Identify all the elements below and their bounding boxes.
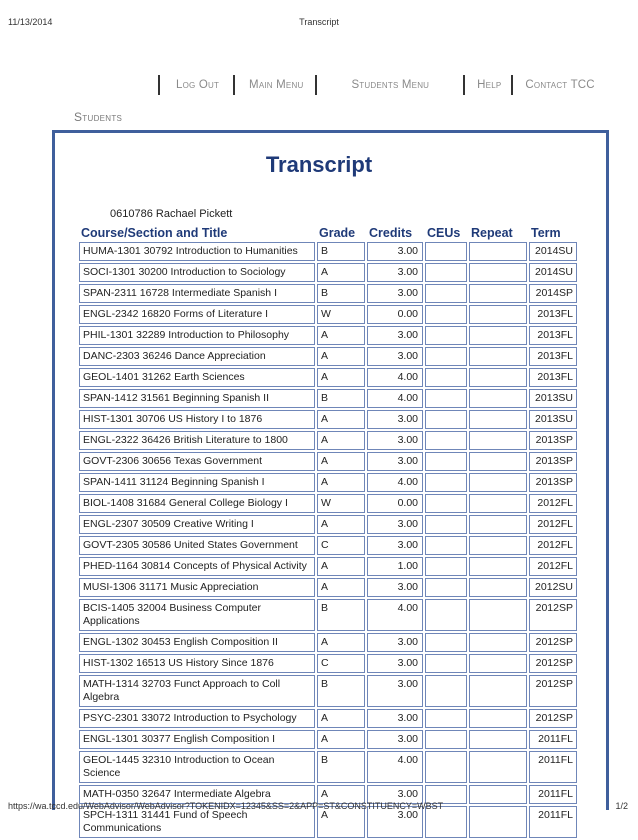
repeat-cell — [469, 806, 527, 838]
term-cell: 2012FL — [529, 515, 577, 534]
repeat-cell — [469, 494, 527, 513]
ceus-cell — [425, 515, 467, 534]
table-row — [79, 654, 577, 673]
ceus-cell — [425, 263, 467, 282]
repeat-cell — [469, 709, 527, 728]
course-cell: SPAN-1412 31561 Beginning Spanish II — [79, 389, 315, 408]
credits-cell: 3.00 — [367, 578, 423, 597]
course-cell: SPAN-2311 16728 Intermediate Spanish I — [79, 284, 315, 303]
course-cell: ENGL-2307 30509 Creative Writing I — [79, 515, 315, 534]
term-cell: 2012SP — [529, 709, 577, 728]
grade-cell: B — [317, 242, 365, 261]
column-header-grade: Grade — [319, 226, 356, 240]
table-row — [79, 326, 577, 345]
ceus-cell — [425, 410, 467, 429]
credits-cell: 3.00 — [367, 633, 423, 652]
table-row — [79, 284, 577, 303]
course-cell: GEOL-1401 31262 Earth Sciences — [79, 368, 315, 387]
term-cell: 2013SP — [529, 431, 577, 450]
ceus-cell — [425, 368, 467, 387]
credits-cell: 0.00 — [367, 305, 423, 324]
grade-cell: A — [317, 709, 365, 728]
course-cell: MUSI-1306 31171 Music Appreciation — [79, 578, 315, 597]
table-header-row — [79, 225, 577, 240]
logout-link[interactable]: Log Out — [176, 79, 220, 91]
credits-cell: 3.00 — [367, 536, 423, 555]
credits-cell: 3.00 — [367, 730, 423, 749]
term-cell: 2013SP — [529, 473, 577, 492]
term-cell: 2012SP — [529, 599, 577, 631]
repeat-cell — [469, 654, 527, 673]
course-cell: PHED-1164 30814 Concepts of Physical Activity — [79, 557, 315, 576]
table-row — [79, 730, 577, 749]
course-cell: PSYC-2301 33072 Introduction to Psychology — [79, 709, 315, 728]
column-header-repeat: Repeat — [471, 226, 513, 240]
course-cell: HUMA-1301 30792 Introduction to Humanities — [79, 242, 315, 261]
table-row — [79, 431, 577, 450]
table-row — [79, 536, 577, 555]
term-cell: 2012SP — [529, 654, 577, 673]
credits-cell: 3.00 — [367, 242, 423, 261]
column-header-ceus: CEUs — [427, 226, 461, 240]
grade-cell: A — [317, 431, 365, 450]
help-link[interactable]: Help — [477, 79, 502, 91]
repeat-cell — [469, 410, 527, 429]
ceus-cell — [425, 431, 467, 450]
table-row — [79, 305, 577, 324]
course-cell: SOCI-1301 30200 Introduction to Sociology — [79, 263, 315, 282]
grade-cell: A — [317, 633, 365, 652]
credits-cell: 3.00 — [367, 284, 423, 303]
grade-cell: A — [317, 326, 365, 345]
term-cell: 2013FL — [529, 368, 577, 387]
repeat-cell — [469, 557, 527, 576]
term-cell: 2013SU — [529, 389, 577, 408]
grade-cell: B — [317, 284, 365, 303]
repeat-cell — [469, 599, 527, 631]
repeat-cell — [469, 751, 527, 783]
ceus-cell — [425, 633, 467, 652]
course-cell: MATH-1314 32703 Funct Approach to Coll Algebra — [79, 675, 315, 707]
grade-cell: A — [317, 730, 365, 749]
term-cell: 2014SP — [529, 284, 577, 303]
repeat-cell — [469, 431, 527, 450]
repeat-cell — [469, 452, 527, 471]
ceus-cell — [425, 675, 467, 707]
grade-cell: A — [317, 785, 365, 804]
ceus-cell — [425, 730, 467, 749]
course-cell: ENGL-2342 16820 Forms of Literature I — [79, 305, 315, 324]
repeat-cell — [469, 633, 527, 652]
course-cell: GOVT-2305 30586 United States Government — [79, 536, 315, 555]
credits-cell: 4.00 — [367, 473, 423, 492]
term-cell: 2012FL — [529, 557, 577, 576]
table-row — [79, 347, 577, 366]
term-cell: 2013FL — [529, 305, 577, 324]
grade-cell: A — [317, 263, 365, 282]
print-url: https://wa.tccd.edu/WebAdvisor/WebAdvisor?TOKENIDX=12345&SS=2&APP=ST&CONSTITUENCY=WBST — [8, 801, 444, 811]
grade-cell: A — [317, 557, 365, 576]
grade-cell: A — [317, 410, 365, 429]
table-row — [79, 368, 577, 387]
table-row — [79, 452, 577, 471]
grade-cell: A — [317, 578, 365, 597]
credits-cell: 1.00 — [367, 557, 423, 576]
grade-cell: B — [317, 675, 365, 707]
page-title: Transcript — [265, 152, 373, 177]
repeat-cell — [469, 284, 527, 303]
table-row — [79, 410, 577, 429]
repeat-cell — [469, 368, 527, 387]
credits-cell: 3.00 — [367, 326, 423, 345]
repeat-cell — [469, 347, 527, 366]
credits-cell: 4.00 — [367, 599, 423, 631]
credits-cell: 3.00 — [367, 263, 423, 282]
grade-cell: C — [317, 654, 365, 673]
course-cell: PHIL-1301 32289 Introduction to Philosophy — [79, 326, 315, 345]
section-label: Students — [74, 110, 123, 124]
ceus-cell — [425, 709, 467, 728]
credits-cell: 3.00 — [367, 806, 423, 838]
term-cell: 2013FL — [529, 326, 577, 345]
term-cell: 2012SP — [529, 633, 577, 652]
grade-cell: B — [317, 751, 365, 783]
term-cell: 2012FL — [529, 494, 577, 513]
grade-cell: A — [317, 452, 365, 471]
repeat-cell — [469, 263, 527, 282]
credits-cell: 3.00 — [367, 515, 423, 534]
ceus-cell — [425, 284, 467, 303]
term-cell: 2012SP — [529, 675, 577, 707]
term-cell: 2014SU — [529, 242, 577, 261]
ceus-cell — [425, 473, 467, 492]
grade-cell: A — [317, 515, 365, 534]
table-row — [79, 494, 577, 513]
column-header-course: Course/Section and Title — [81, 226, 228, 240]
course-cell: ENGL-2322 36426 British Literature to 1800 — [79, 431, 315, 450]
course-cell: HIST-1302 16513 US History Since 1876 — [79, 654, 315, 673]
print-date: 11/13/2014 — [8, 17, 53, 27]
ceus-cell — [425, 494, 467, 513]
table-row — [79, 557, 577, 576]
ceus-cell — [425, 326, 467, 345]
table-row — [79, 389, 577, 408]
repeat-cell — [469, 515, 527, 534]
credits-cell: 4.00 — [367, 751, 423, 783]
print-header — [0, 0, 638, 30]
course-cell: ENGL-1302 30453 English Composition II — [79, 633, 315, 652]
grade-cell: W — [317, 494, 365, 513]
term-cell: 2011FL — [529, 806, 577, 838]
main-menu-link[interactable]: Main Menu — [249, 79, 304, 91]
term-cell: 2012FL — [529, 536, 577, 555]
contact-tcc-link[interactable]: Contact TCC — [525, 79, 595, 91]
ceus-cell — [425, 242, 467, 261]
grade-cell: A — [317, 368, 365, 387]
grade-cell: A — [317, 806, 365, 838]
grade-cell: A — [317, 347, 365, 366]
term-cell: 2011FL — [529, 730, 577, 749]
repeat-cell — [469, 730, 527, 749]
repeat-cell — [469, 675, 527, 707]
term-cell: 2014SU — [529, 263, 577, 282]
course-cell: GEOL-1445 32310 Introduction to Ocean Science — [79, 751, 315, 783]
credits-cell: 3.00 — [367, 654, 423, 673]
credits-cell: 3.00 — [367, 452, 423, 471]
credits-cell: 0.00 — [367, 494, 423, 513]
term-cell: 2013SU — [529, 410, 577, 429]
ceus-cell — [425, 389, 467, 408]
credits-cell: 3.00 — [367, 347, 423, 366]
credits-cell: 4.00 — [367, 389, 423, 408]
students-menu-link[interactable]: Students Menu — [351, 79, 430, 91]
course-cell: HIST-1301 30706 US History I to 1876 — [79, 410, 315, 429]
repeat-cell — [469, 473, 527, 492]
course-cell: MATH-0350 32647 Intermediate Algebra — [79, 785, 315, 804]
grade-cell: A — [317, 473, 365, 492]
column-header-term: Term — [531, 226, 561, 240]
table-row — [79, 578, 577, 597]
table-row — [79, 633, 577, 652]
ceus-cell — [425, 578, 467, 597]
repeat-cell — [469, 785, 527, 804]
transcript-table — [77, 223, 579, 840]
table-row — [79, 709, 577, 728]
ceus-cell — [425, 557, 467, 576]
course-cell: ENGL-1301 30377 English Composition I — [79, 730, 315, 749]
table-row — [79, 473, 577, 492]
credits-cell: 3.00 — [367, 431, 423, 450]
repeat-cell — [469, 326, 527, 345]
credits-cell: 4.00 — [367, 368, 423, 387]
grade-cell: B — [317, 599, 365, 631]
ceus-cell — [425, 452, 467, 471]
table-row — [79, 242, 577, 261]
course-cell: BIOL-1408 31684 General College Biology I — [79, 494, 315, 513]
table-row — [79, 599, 577, 631]
table-row — [79, 515, 577, 534]
repeat-cell — [469, 578, 527, 597]
repeat-cell — [469, 242, 527, 261]
repeat-cell — [469, 305, 527, 324]
credits-cell: 3.00 — [367, 675, 423, 707]
course-cell: BCIS-1405 32004 Business Computer Applications — [79, 599, 315, 631]
course-cell: GOVT-2306 30656 Texas Government — [79, 452, 315, 471]
ceus-cell — [425, 347, 467, 366]
term-cell: 2011FL — [529, 751, 577, 783]
credits-cell: 3.00 — [367, 709, 423, 728]
term-cell: 2012SU — [529, 578, 577, 597]
ceus-cell — [425, 536, 467, 555]
term-cell: 2011FL — [529, 785, 577, 804]
grade-cell: C — [317, 536, 365, 555]
course-cell: DANC-2303 36246 Dance Appreciation — [79, 347, 315, 366]
top-nav — [158, 74, 595, 96]
repeat-cell — [469, 536, 527, 555]
ceus-cell — [425, 654, 467, 673]
table-row — [79, 751, 577, 783]
ceus-cell — [425, 599, 467, 631]
course-cell: SPAN-1411 31124 Beginning Spanish I — [79, 473, 315, 492]
credits-cell: 3.00 — [367, 785, 423, 804]
print-title: Transcript — [299, 17, 339, 27]
course-cell: SPCH-1311 31441 Fund of Speech Communications — [79, 806, 315, 838]
ceus-cell — [425, 751, 467, 783]
credits-cell: 3.00 — [367, 410, 423, 429]
term-cell: 2013SP — [529, 452, 577, 471]
student-id-name: 0610786 Rachael Pickett — [110, 208, 233, 220]
term-cell: 2013FL — [529, 347, 577, 366]
column-header-credits: Credits — [369, 226, 413, 240]
ceus-cell — [425, 305, 467, 324]
table-row — [79, 263, 577, 282]
print-page-number: 1/2 — [615, 801, 628, 811]
grade-cell: B — [317, 389, 365, 408]
table-row — [79, 675, 577, 707]
repeat-cell — [469, 389, 527, 408]
grade-cell: W — [317, 305, 365, 324]
